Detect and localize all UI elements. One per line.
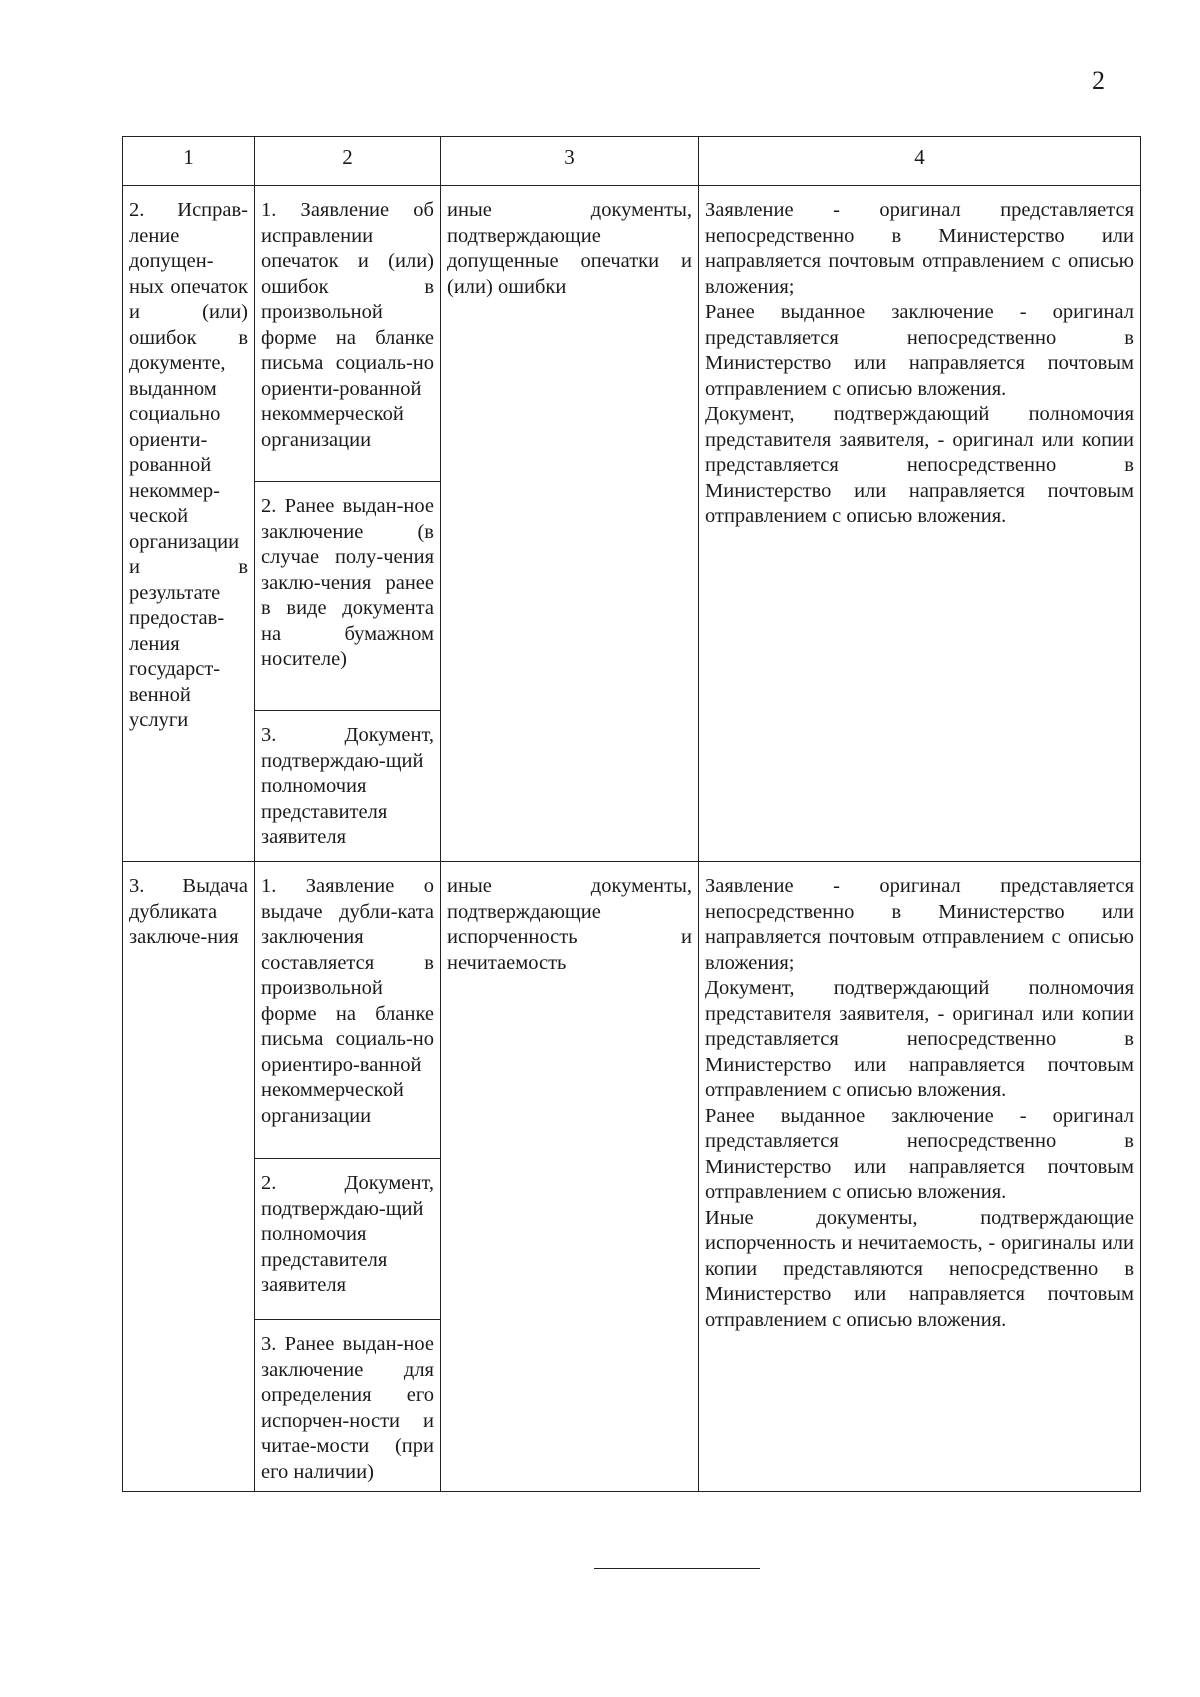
document-item: 1. Заявление о выдаче дубли-ката заключения составляется в произвольной форме на бланке письма социаль-но ориентиро-ванной некоммерческой организации (255, 862, 440, 1159)
column-header-4: 4 (699, 137, 1141, 186)
document-item: 2. Документ, подтверждаю-щий полномочия представителя заявителя (255, 1159, 440, 1320)
submission-paragraph: Документ, подтверждающий полномочия представителя заявителя, - оригинал или копии представляется непосредственно в Министерство или направляется почтовым отправлением с описью вложения. (705, 403, 1134, 527)
column-header-1: 1 (123, 137, 255, 186)
requirements-table (122, 136, 1141, 1492)
document-item: 3. Ранее выдан-ное заключение для определения его испорчен-ности и читае-мости (при его наличии) (261, 1333, 434, 1483)
column-header-3: 3 (441, 137, 699, 186)
submission-paragraph: Ранее выданное заключение - оригинал представляется непосредственно в Министерство или направляется почтовым отправлением с описью вложения. (705, 301, 1134, 400)
submission-paragraph: Документ, подтверждающий полномочия представителя заявителя, - оригинал или копии представляется непосредственно в Министерство или направляется почтовым отправлением с описью вложения. (705, 977, 1134, 1101)
page-number: 2 (1092, 66, 1105, 95)
table-row-duplicate (123, 862, 1141, 1492)
service-name-cell: 2. Исправ-ление допущен-ных опечаток и (или) ошибок в документе, выданном социально ориенти-рованной некоммер-ческой организации и в результате предостав-ления государст-венной услуги (123, 186, 255, 862)
submission-paragraph: Заявление - оригинал представляется непосредственно в Министерство или направляется почтовым отправлением с описью вложения; (705, 199, 1134, 298)
submission-paragraph: Ранее выданное заключение - оригинал представляется непосредственно в Министерство или направляется почтовым отправлением с описью вложения. (705, 1104, 1134, 1203)
table-row-correction (123, 186, 1141, 862)
submission-paragraph: Иные документы, подтверждающие испорченность и нечитаемость, - оригиналы или копии представляются непосредственно в Министерство или направляется почтовым отправлением с описью вложения. (705, 1206, 1134, 1331)
submission-method-cell (699, 862, 1141, 1492)
service-name-cell: 3. Выдача дубликата заключе-ния (123, 862, 255, 1492)
submission-paragraph: Заявление - оригинал представляется непосредственно в Министерство или направляется почтовым отправлением с описью вложения; (705, 875, 1134, 974)
other-documents-cell: иные документы, подтверждающие испорченность и нечитаемость (441, 862, 699, 1492)
footer-separator-line (594, 1568, 760, 1569)
documents-cell (255, 862, 441, 1492)
table-header-row (123, 137, 1141, 186)
submission-method-cell (699, 186, 1141, 862)
document-item: 1. Заявление об исправлении опечаток и (или) ошибок в произвольной форме на бланке письма социаль-но ориенти-рованной некоммерческой организации (255, 186, 440, 482)
other-documents-cell: иные документы, подтверждающие допущенные опечатки и (или) ошибки (441, 186, 699, 862)
document-item: 2. Ранее выдан-ное заключение (в случае полу-чения заклю-чения ранее в виде документа на бумажном носителе) (255, 482, 440, 711)
column-header-2: 2 (255, 137, 441, 186)
document-item: 3. Документ, подтверждаю-щий полномочия представителя заявителя (261, 724, 434, 848)
documents-cell (255, 186, 441, 862)
